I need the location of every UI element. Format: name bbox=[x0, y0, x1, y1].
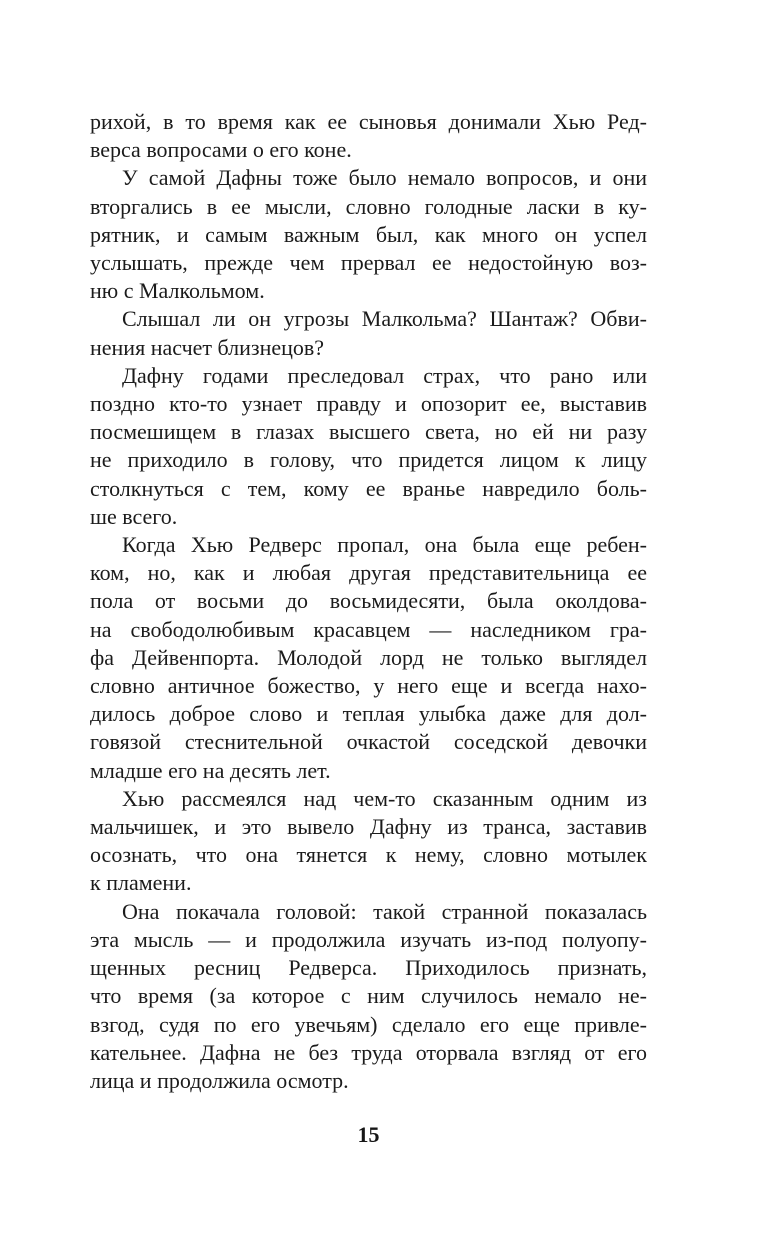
paragraph bbox=[90, 531, 647, 785]
text-line: ком, но, как и любая другая представительница ее bbox=[90, 560, 647, 586]
text-line: дилось доброе слово и теплая улыбка даже для дол- bbox=[90, 701, 647, 727]
text-line: говязой стеснительной очкастой соседской девочки bbox=[90, 729, 647, 755]
text-line: Слышал ли он угрозы Малкольма? Шантаж? Обви- bbox=[122, 306, 647, 332]
text-line: фа Дейвенпорта. Молодой лорд не только выглядел bbox=[90, 644, 647, 670]
text-line: что время (за которое с ним случилось немало не- bbox=[90, 983, 647, 1009]
text-line: Она покачала головой: такой странной показалась bbox=[122, 898, 647, 924]
text-line: взгод, судя по его увечьям) сделало его еще привле- bbox=[90, 1011, 647, 1037]
text-line: щенных ресниц Редверса. Приходилось признать, bbox=[90, 955, 647, 981]
text-line: ню с Малкольмом. bbox=[90, 278, 265, 304]
text-line: кательнее. Дафна не без труда оторвала взгляд от его bbox=[90, 1039, 647, 1065]
page-number: 15 bbox=[357, 1122, 380, 1148]
text-line: Хью рассмеялся над чем-то сказанным одним из bbox=[122, 785, 647, 811]
paragraph bbox=[90, 108, 647, 164]
text-line: рятник, и самым важным был, как много он успел bbox=[90, 221, 647, 247]
text-line: словно античное божество, у него еще и всегда нахо- bbox=[90, 673, 647, 699]
paragraph bbox=[90, 164, 647, 305]
text-line: к пламени. bbox=[90, 870, 192, 896]
text-line: лица и продолжила осмотр. bbox=[90, 1067, 349, 1093]
text-line: посмешищем в глазах высшего света, но ей ни разу bbox=[90, 419, 647, 445]
paragraph bbox=[90, 362, 647, 531]
text-line: рихой, в то время как ее сыновья донимали Хью Ред- bbox=[90, 109, 647, 134]
paragraph bbox=[90, 305, 647, 361]
text-line: услышать, прежде чем прервал ее недостойную воз- bbox=[90, 250, 647, 276]
text-line: младше его на десять лет. bbox=[90, 757, 331, 783]
text-line: У самой Дафны тоже было немало вопросов, и они bbox=[122, 165, 647, 191]
paragraph bbox=[90, 898, 647, 1095]
text-line: столкнуться с тем, кому ее вранье навредило боль- bbox=[90, 475, 647, 501]
text-line: не приходило в голову, что придется лицом к лицу bbox=[90, 447, 647, 473]
text-line: Дафну годами преследовал страх, что рано или bbox=[122, 362, 647, 388]
text-block bbox=[90, 108, 647, 1149]
text-line: эта мысль — и продолжила изучать из-под полуопу- bbox=[90, 926, 647, 952]
text-line: поздно кто-то узнает правду и опозорит ее, выставив bbox=[90, 391, 647, 417]
text-line: на свободолюбивым красавцем — наследником гра- bbox=[90, 616, 647, 642]
text-line: верса вопросами о его коне. bbox=[90, 137, 352, 163]
text-line: пола от восьми до восьмидесяти, была околдова- bbox=[90, 588, 647, 614]
text-line: осознать, что она тянется к нему, словно мотылек bbox=[90, 842, 647, 868]
text-line: ше всего. bbox=[90, 503, 178, 529]
text-line: Когда Хью Редверс пропал, она была еще ребен- bbox=[122, 532, 647, 558]
text-line: нения насчет близнецов? bbox=[90, 334, 325, 360]
text-line: вторгались в ее мысли, словно голодные ласки в ку- bbox=[90, 193, 647, 219]
paragraph bbox=[90, 785, 647, 898]
text-line: мальчишек, и это вывело Дафну из транса, заставив bbox=[90, 814, 647, 840]
